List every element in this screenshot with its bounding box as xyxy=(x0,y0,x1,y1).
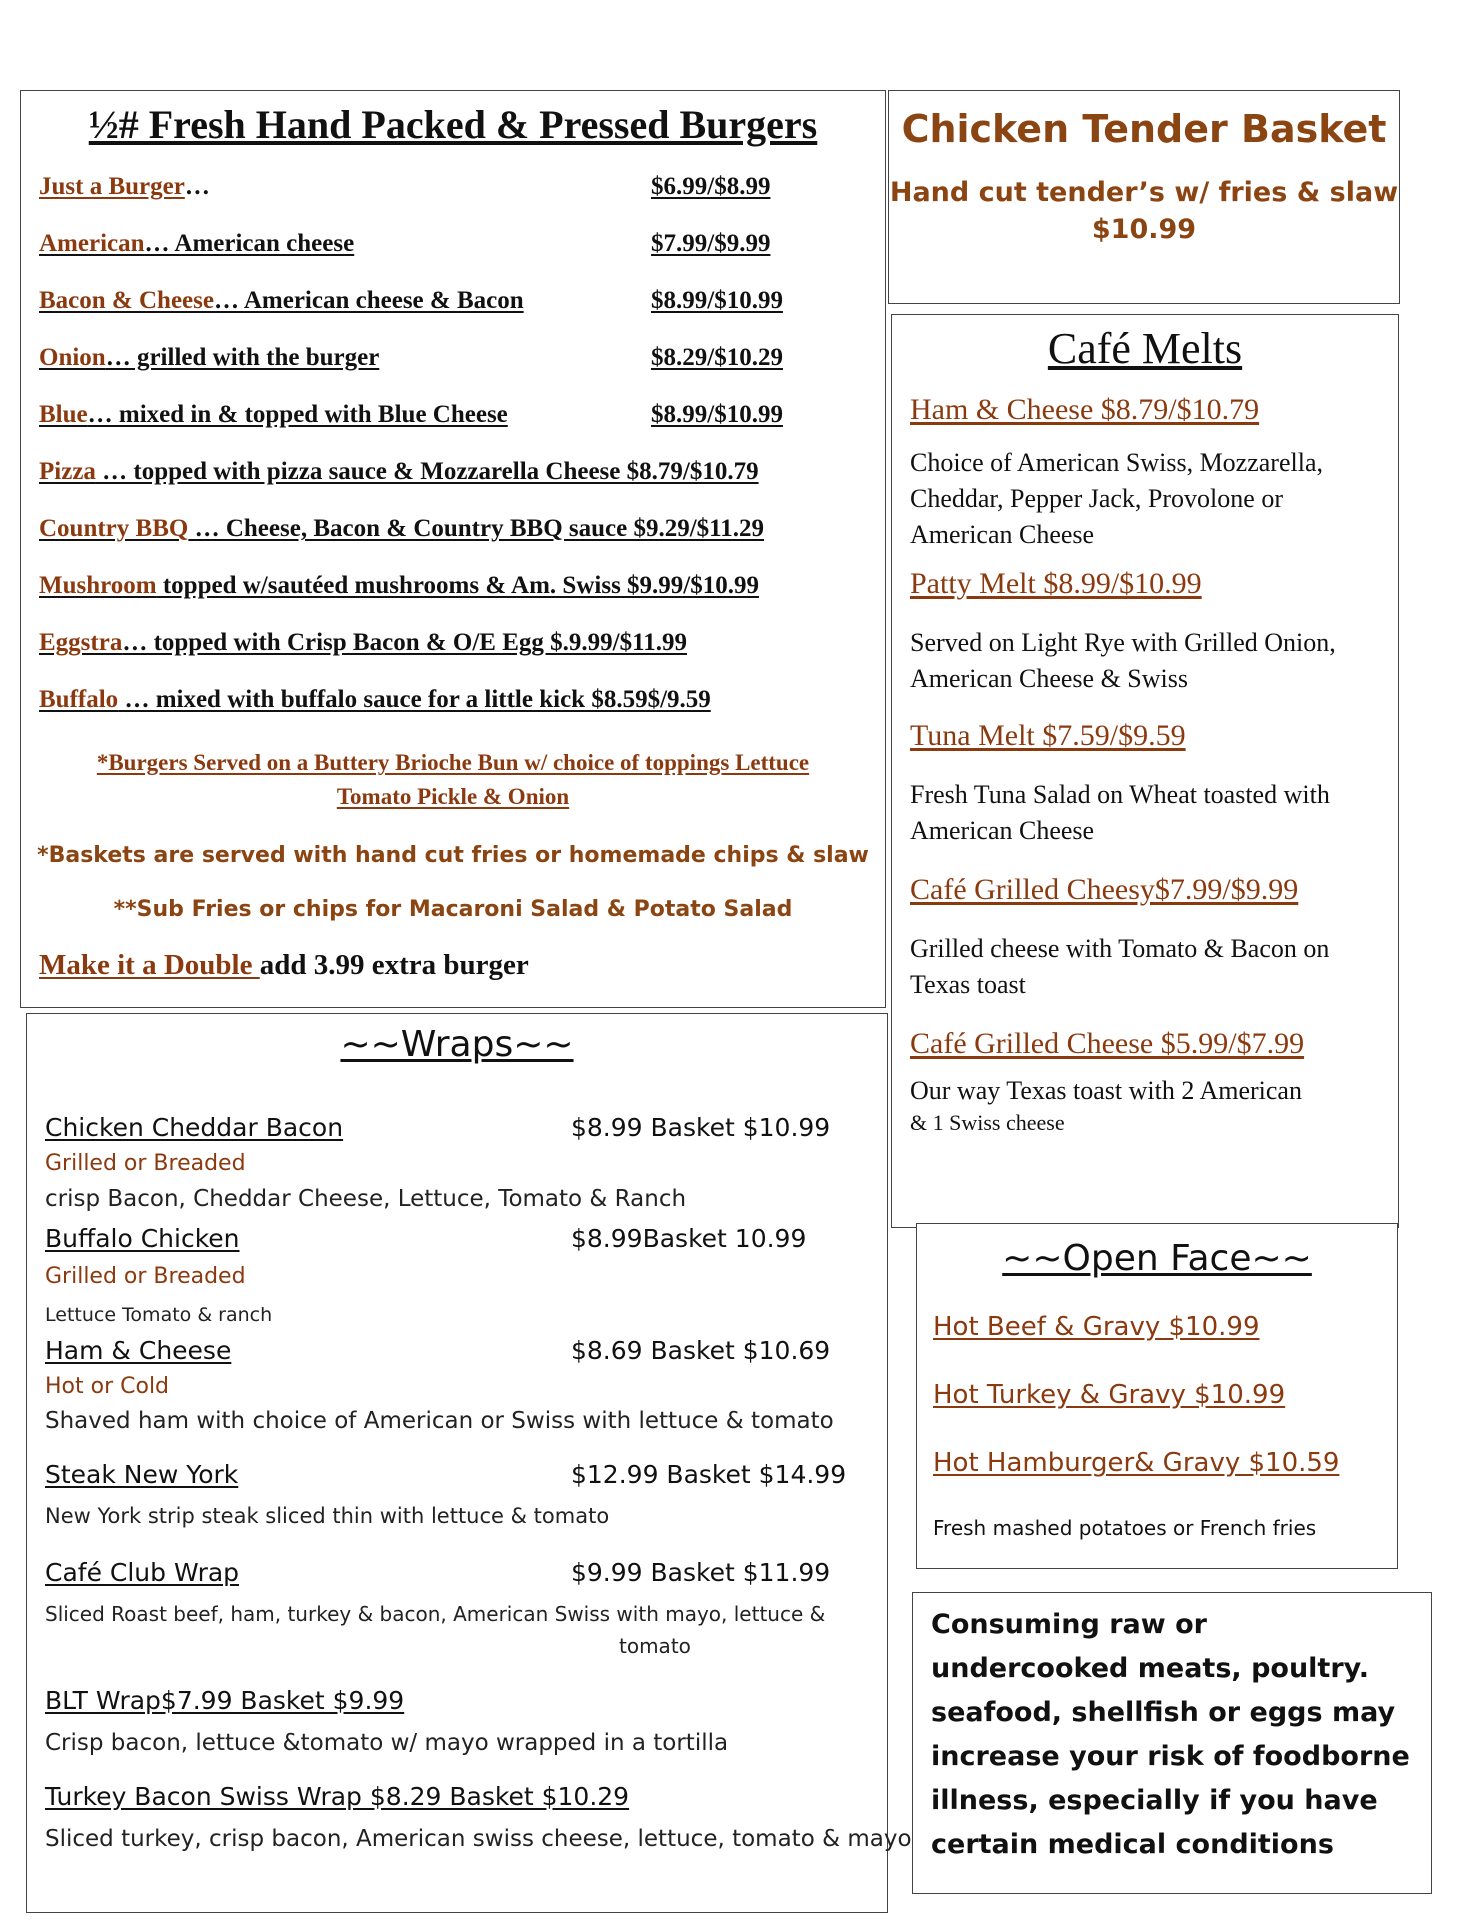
wrap-item-name: Steak New York xyxy=(45,1460,239,1489)
melt-item-head: Patty Melt $8.99/$10.99 xyxy=(910,567,1202,600)
chicken-tender-title: Chicken Tender Basket xyxy=(901,107,1387,151)
open-face-title: ~~Open Face~~ xyxy=(1002,1238,1312,1279)
burger-item: Just a Burger… xyxy=(39,173,210,200)
burger-item: Buffalo … mixed with buffalo sauce for a little kick $8.59$/9.59 xyxy=(39,686,711,713)
burger-item: Mushroom topped w/sautéed mushrooms & Am. Swiss $9.99/$10.99 xyxy=(39,572,759,599)
open-face-note: Fresh mashed potatoes or French fries xyxy=(933,1516,1317,1540)
chicken-tender-desc: Hand cut tender’s w/ fries & slaw xyxy=(889,177,1399,208)
wrap-item-desc: New York strip steak sliced thin with lettuce & tomato xyxy=(45,1504,610,1528)
chicken-tender-section xyxy=(888,90,1400,304)
sub-fries-note: **Sub Fries or chips for Macaroni Salad & Potato Salad xyxy=(113,897,793,922)
wrap-item-name: Turkey Bacon Swiss Wrap $8.29 Basket $10.29 xyxy=(45,1782,630,1811)
make-double: Make it a Double add 3.99 extra burger xyxy=(39,949,529,981)
wrap-item-desc: Sliced Roast beef, ham, turkey & bacon, American Swiss with mayo, lettuce & xyxy=(45,1602,826,1626)
melt-item-desc: Fresh Tuna Salad on Wheat toasted with American Cheese xyxy=(910,780,1330,845)
brioche-note: *Burgers Served on a Buttery Brioche Bun w/ choice of toppings Lettuce Tomato Pickle & Onion xyxy=(96,750,810,809)
melt-item-head: Café Grilled Cheese $5.99/$7.99 xyxy=(910,1027,1305,1060)
wrap-item-desc: Sliced turkey, crisp bacon, American swiss cheese, lettuce, tomato & mayo xyxy=(45,1826,912,1852)
open-face-item: Hot Turkey & Gravy $10.99 xyxy=(933,1380,1286,1410)
wraps-title: ~~Wraps~~ xyxy=(340,1024,574,1065)
wrap-item-desc-2: tomato xyxy=(619,1634,691,1658)
wrap-item-name: Café Club Wrap xyxy=(45,1558,240,1587)
burger-item: Pizza … topped with pizza sauce & Mozzarella Cheese $8.79/$10.79 xyxy=(39,458,759,485)
wrap-item-name: Ham & Cheese xyxy=(45,1336,232,1365)
wrap-item-name: Buffalo Chicken xyxy=(45,1224,240,1253)
open-face-item: Hot Beef & Gravy $10.99 xyxy=(933,1312,1260,1342)
wrap-item-option: Hot or Cold xyxy=(45,1374,170,1399)
melt-item-head: Ham & Cheese $8.79/$10.79 xyxy=(910,393,1260,426)
burger-price: $7.99/$9.99 xyxy=(651,230,771,257)
burger-price: $8.99/$10.99 xyxy=(651,401,783,428)
food-safety-warning: Consuming raw or undercooked meats, poultry. seafood, shellfish or eggs may increase your risk of foodborne illness, especially if you have certain medical conditions xyxy=(912,1592,1432,1894)
burger-price: $8.29/$10.29 xyxy=(651,344,783,371)
melt-item-desc-2: & 1 Swiss cheese xyxy=(910,1110,1065,1135)
melt-item-desc: Served on Light Rye with Grilled Onion, American Cheese & Swiss xyxy=(910,628,1336,693)
melt-item-desc: Choice of American Swiss, Mozzarella, Cheddar, Pepper Jack, Provolone or American Cheese xyxy=(910,448,1323,549)
burgers-section xyxy=(20,90,886,1008)
burger-price: $8.99/$10.99 xyxy=(651,287,783,314)
wrap-item-price: $12.99 Basket $14.99 xyxy=(571,1460,847,1489)
wrap-item-price: $8.99Basket 10.99 xyxy=(571,1224,807,1253)
burger-item: Country BBQ … Cheese, Bacon & Country BBQ sauce $9.29/$11.29 xyxy=(39,515,765,542)
wrap-item-desc: crisp Bacon, Cheddar Cheese, Lettuce, Tomato & Ranch xyxy=(45,1186,687,1212)
wrap-item-desc: Lettuce Tomato & ranch xyxy=(45,1304,273,1326)
burger-item: Bacon & Cheese… American cheese & Bacon xyxy=(39,287,524,314)
burger-price: $6.99/$8.99 xyxy=(651,173,771,200)
open-face-item: Hot Hamburger& Gravy $10.59 xyxy=(933,1448,1340,1478)
cafe-melts-title: Café Melts xyxy=(1047,324,1243,373)
open-face-section xyxy=(916,1223,1398,1569)
burger-item: Blue… mixed in & topped with Blue Cheese xyxy=(39,401,508,428)
wrap-item-price: $9.99 Basket $11.99 xyxy=(571,1558,831,1587)
melt-item-head: Café Grilled Cheesy$7.99/$9.99 xyxy=(910,873,1299,906)
wraps-section xyxy=(26,1013,912,1913)
burgers-title: ½# Fresh Hand Packed & Pressed Burgers xyxy=(88,102,818,147)
wrap-item-option: Grilled or Breaded xyxy=(45,1264,246,1289)
wrap-item-price: $8.69 Basket $10.69 xyxy=(571,1336,831,1365)
wrap-item-desc: Shaved ham with choice of American or Swiss with lettuce & tomato xyxy=(45,1408,834,1434)
melt-item-head: Tuna Melt $7.59/$9.59 xyxy=(910,719,1186,752)
wrap-item-desc: Crisp bacon, lettuce &tomato w/ mayo wrapped in a tortilla xyxy=(45,1730,729,1756)
burger-item: American… American cheese xyxy=(39,230,355,257)
chicken-tender-price: $10.99 xyxy=(1091,214,1197,245)
burger-item: Eggstra… topped with Crisp Bacon & O/E Egg $.9.99/$11.99 xyxy=(39,629,687,656)
cafe-melts-section xyxy=(891,314,1399,1228)
wrap-item-price: $8.99 Basket $10.99 xyxy=(571,1113,831,1142)
wrap-item-name: Chicken Cheddar Bacon xyxy=(45,1113,344,1142)
baskets-note: *Baskets are served with hand cut fries or homemade chips & slaw xyxy=(37,843,869,868)
wrap-item-name: BLT Wrap$7.99 Basket $9.99 xyxy=(45,1686,405,1715)
melt-item-desc: Grilled cheese with Tomato & Bacon on Texas toast xyxy=(910,934,1330,999)
melt-item-desc: Our way Texas toast with 2 American xyxy=(910,1076,1302,1105)
wrap-item-option: Grilled or Breaded xyxy=(45,1151,246,1176)
burger-item: Onion… grilled with the burger xyxy=(39,344,380,371)
